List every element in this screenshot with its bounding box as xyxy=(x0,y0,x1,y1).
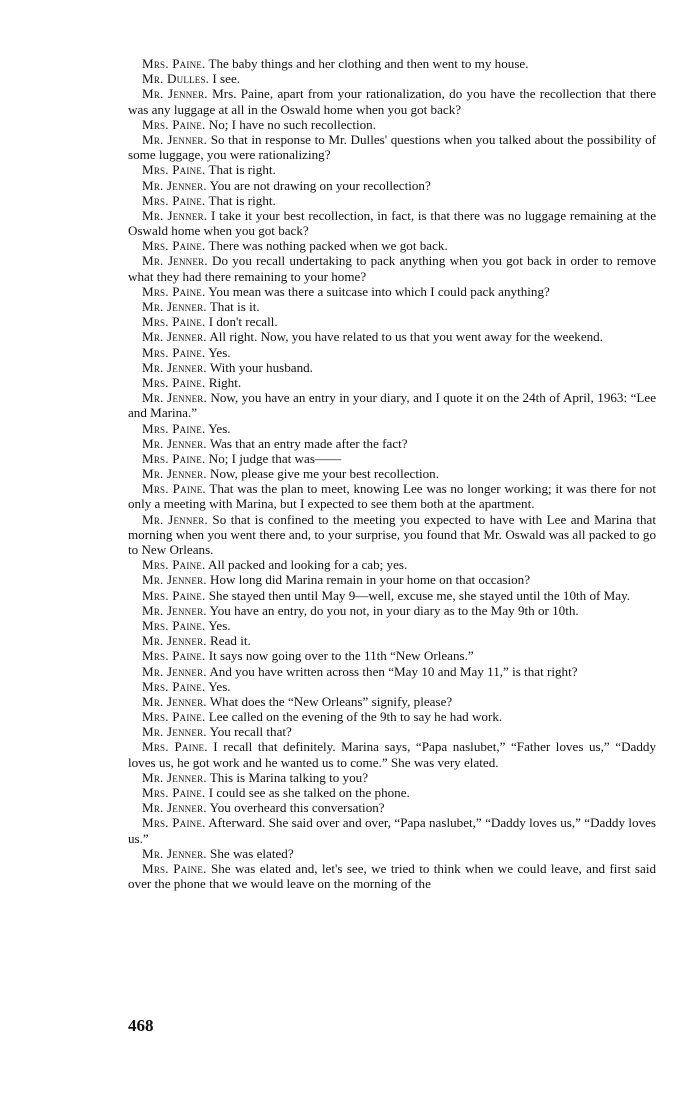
testimony-text: She was elated? xyxy=(210,845,294,861)
testimony-text: That is right. xyxy=(208,192,276,208)
speaker-name: Mrs. Paine. xyxy=(142,450,206,466)
speaker-name: Mr. Jenner. xyxy=(142,253,208,269)
testimony-text: You have an entry, do you not, in your diary as to the May 9th or 10th. xyxy=(209,602,579,618)
testimony-paragraph xyxy=(128,815,656,845)
testimony-paragraph xyxy=(128,299,656,314)
testimony-text: It says now going over to the 11th “New Orleans.” xyxy=(208,648,474,664)
speaker-name: Mr. Jenner. xyxy=(142,693,207,709)
testimony-text: She stayed then until May 9—well, excuse me, she stayed until the 10th of May. xyxy=(208,587,631,603)
testimony-text: Yes. xyxy=(208,344,231,360)
speaker-name: Mr. Jenner. xyxy=(142,800,207,816)
speaker-name: Mrs. Paine. xyxy=(142,617,206,633)
testimony-text: Now, please give me your best recollection. xyxy=(210,466,439,482)
speaker-name: Mr. Jenner. xyxy=(142,845,207,861)
testimony-paragraph xyxy=(128,512,656,558)
testimony-paragraph xyxy=(128,345,656,360)
speaker-name: Mrs. Paine. xyxy=(142,238,206,254)
testimony-text: Mrs. Paine, apart from your rationalization, do you have the recollection that there was any luggage at all in the Oswald home when you got back? xyxy=(128,86,656,117)
testimony-paragraph xyxy=(128,86,656,116)
testimony-text: Right. xyxy=(208,374,242,390)
testimony-paragraph xyxy=(128,800,656,815)
speaker-name: Mrs. Paine. xyxy=(142,678,206,694)
testimony-paragraph xyxy=(128,390,656,420)
testimony-text: I don't recall. xyxy=(208,314,278,330)
testimony-paragraph xyxy=(128,557,656,572)
testimony-paragraph xyxy=(128,785,656,800)
testimony-paragraph xyxy=(128,694,656,709)
speaker-name: Mrs. Paine. xyxy=(142,56,206,71)
testimony-text: Yes. xyxy=(208,617,231,633)
speaker-name: Mr. Jenner. xyxy=(142,390,207,406)
testimony-text: So that in response to Mr. Dulles' questions when you talked about the possibility of some luggage, you were rationalizing? xyxy=(128,131,656,163)
testimony-paragraph xyxy=(128,208,656,238)
testimony-text: You mean was there a suitcase into which I could pack anything? xyxy=(208,283,550,299)
transcript-body xyxy=(128,56,656,891)
speaker-name: Mr. Jenner. xyxy=(142,633,207,649)
speaker-name: Mr. Jenner. xyxy=(142,602,207,618)
testimony-text: You overheard this conversation? xyxy=(209,800,385,816)
speaker-name: Mrs. Paine. xyxy=(142,739,208,755)
testimony-text: Now, you have an entry in your diary, and I quote it on the 24th of April, 1963: “Lee and Marina.” xyxy=(128,390,657,421)
testimony-text: The baby things and her clothing and then went to my house. xyxy=(208,56,529,71)
speaker-name: Mrs. Paine. xyxy=(142,815,206,831)
testimony-text: With your husband. xyxy=(209,359,313,375)
testimony-text: Yes. xyxy=(208,420,231,436)
speaker-name: Mrs. Paine. xyxy=(142,860,207,876)
testimony-paragraph xyxy=(128,71,656,86)
testimony-paragraph xyxy=(128,648,656,663)
testimony-text: That is it. xyxy=(209,299,260,314)
testimony-paragraph xyxy=(128,861,656,891)
testimony-paragraph xyxy=(128,451,656,466)
speaker-name: Mrs. Paine. xyxy=(142,344,206,360)
speaker-name: Mrs. Paine. xyxy=(142,283,206,299)
speaker-name: Mr. Jenner. xyxy=(142,435,207,451)
testimony-text: All right. Now, you have related to us that you went away for the weekend. xyxy=(209,329,603,345)
speaker-name: Mr. Jenner. xyxy=(142,663,207,679)
testimony-text: That was the plan to meet, knowing Lee was no longer working; it was there for not only a meeting with Marina, but I expected to see them both at the apartment. xyxy=(128,481,656,512)
page-number: 468 xyxy=(128,1016,154,1035)
testimony-paragraph xyxy=(128,329,656,344)
speaker-name: Mr. Jenner. xyxy=(142,131,208,147)
testimony-paragraph xyxy=(128,421,656,436)
testimony-text: Yes. xyxy=(208,678,231,694)
speaker-name: Mr. Dulles. xyxy=(142,71,210,87)
testimony-paragraph xyxy=(128,238,656,253)
testimony-text: What does the “New Orleans” signify, please? xyxy=(209,693,453,709)
testimony-text: I could see as she talked on the phone. xyxy=(208,785,410,800)
testimony-paragraph xyxy=(128,375,656,390)
testimony-text: So that is confined to the meeting you expected to have with Lee and Marina that morning when you went there and, to your surprise, you found that Mr. Oswald was all packed to go to New Orleans. xyxy=(128,511,656,557)
testimony-paragraph xyxy=(128,724,656,739)
testimony-paragraph xyxy=(128,588,656,603)
speaker-name: Mrs. Paine. xyxy=(142,481,206,497)
testimony-text: No; I have no such recollection. xyxy=(208,116,376,132)
testimony-text: All packed and looking for a cab; yes. xyxy=(208,557,408,573)
speaker-name: Mrs. Paine. xyxy=(142,162,206,178)
speaker-name: Mrs. Paine. xyxy=(142,192,206,208)
speaker-name: Mr. Jenner. xyxy=(142,359,207,375)
testimony-text: Afterward. She said over and over, “Papa naslubet,” “Daddy loves us,” “Daddy loves us.” xyxy=(128,815,657,846)
testimony-paragraph xyxy=(128,481,656,511)
testimony-paragraph xyxy=(128,739,656,769)
speaker-name: Mrs. Paine. xyxy=(142,587,206,603)
testimony-text: I see. xyxy=(212,71,241,87)
testimony-text: This is Marina talking to you? xyxy=(209,769,369,785)
testimony-paragraph xyxy=(128,846,656,861)
testimony-paragraph xyxy=(128,193,656,208)
testimony-paragraph xyxy=(128,572,656,587)
testimony-paragraph xyxy=(128,132,656,162)
testimony-paragraph xyxy=(128,633,656,648)
testimony-text: Do you recall undertaking to pack anything when you got back in order to remove what they had there remaining to your home? xyxy=(128,253,657,284)
speaker-name: Mrs. Paine. xyxy=(142,420,206,436)
testimony-paragraph xyxy=(128,603,656,618)
testimony-text: You are not drawing on your recollection? xyxy=(209,177,431,193)
testimony-text: I recall that definitely. Marina says, “Papa naslubet,” “Father loves us,” “Daddy loves us, he got work and he wanted us to come.” She was very elated. xyxy=(128,739,657,770)
testimony-paragraph xyxy=(128,253,656,283)
speaker-name: Mr. Jenner. xyxy=(142,572,207,588)
speaker-name: Mrs. Paine. xyxy=(142,648,206,664)
speaker-name: Mr. Jenner. xyxy=(142,769,207,785)
testimony-paragraph xyxy=(128,770,656,785)
speaker-name: Mr. Jenner. xyxy=(142,511,208,527)
testimony-paragraph xyxy=(128,178,656,193)
testimony-text: And you have written across then “May 10 and May 11,” is that right? xyxy=(209,663,578,679)
speaker-name: Mr. Jenner. xyxy=(142,207,208,223)
speaker-name: Mrs. Paine. xyxy=(142,314,206,330)
testimony-text: How long did Marina remain in your home on that occasion? xyxy=(210,572,531,588)
testimony-text: You recall that? xyxy=(209,724,292,740)
testimony-text: Read it. xyxy=(210,633,251,649)
testimony-paragraph xyxy=(128,360,656,375)
testimony-paragraph xyxy=(128,709,656,724)
speaker-name: Mr. Jenner. xyxy=(142,86,208,102)
testimony-text: That is right. xyxy=(208,162,276,178)
testimony-text: No; I judge that was—— xyxy=(208,450,342,466)
testimony-paragraph xyxy=(128,117,656,132)
speaker-name: Mrs. Paine. xyxy=(142,709,206,725)
testimony-paragraph xyxy=(128,284,656,299)
speaker-name: Mrs. Paine. xyxy=(142,374,206,390)
testimony-text: Was that an entry made after the fact? xyxy=(209,435,408,451)
testimony-text: Lee called on the evening of the 9th to say he had work. xyxy=(208,709,503,725)
testimony-text: I take it your best recollection, in fact, is that there was no luggage remaining at the Oswald home when you got back? xyxy=(128,207,656,239)
speaker-name: Mr. Jenner. xyxy=(142,177,207,193)
testimony-text: She was elated and, let's see, we tried to think when we could leave, and first said over the phone that we would leave on the morning of the xyxy=(128,860,657,892)
speaker-name: Mrs. Paine. xyxy=(142,116,206,132)
testimony-paragraph xyxy=(128,314,656,329)
speaker-name: Mrs. Paine. xyxy=(142,557,206,573)
speaker-name: Mr. Jenner. xyxy=(142,329,207,345)
testimony-paragraph xyxy=(128,664,656,679)
speaker-name: Mr. Jenner. xyxy=(142,466,207,482)
testimony-paragraph xyxy=(128,436,656,451)
testimony-text: There was nothing packed when we got back. xyxy=(208,238,448,254)
testimony-paragraph xyxy=(128,618,656,633)
speaker-name: Mr. Jenner. xyxy=(142,724,207,740)
testimony-paragraph xyxy=(128,162,656,177)
testimony-paragraph xyxy=(128,466,656,481)
speaker-name: Mrs. Paine. xyxy=(142,785,206,800)
testimony-paragraph xyxy=(128,679,656,694)
speaker-name: Mr. Jenner. xyxy=(142,299,207,314)
testimony-paragraph xyxy=(128,56,656,71)
